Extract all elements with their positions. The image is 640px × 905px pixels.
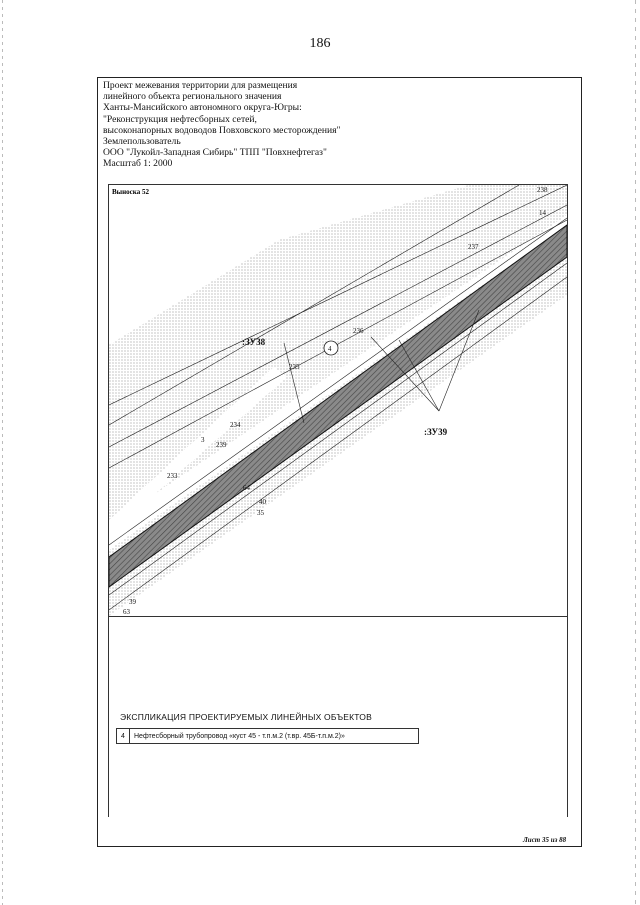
legend-row-number: 4 — [117, 729, 130, 743]
sheet-number: Лист 35 из 88 — [523, 836, 567, 844]
point-64: 64 — [243, 484, 250, 492]
title-block — [103, 80, 341, 170]
title-line: высоконапорных водоводов Повховского месторождения" — [103, 124, 341, 136]
title-line: Проект межевания территории для размещения — [103, 80, 298, 91]
land-user-name: ООО "Лукойл-Западная Сибирь" ТПП "Повхнефтегаз" — [103, 147, 327, 159]
point-3: 3 — [201, 436, 205, 444]
point-237: 237 — [468, 243, 479, 251]
point-234: 234 — [230, 421, 241, 429]
page-number: 186 — [309, 36, 331, 51]
scale-label: Масштаб 1: 2000 — [103, 158, 173, 170]
point-233: 233 — [167, 472, 178, 480]
object-marker-label: 4 — [328, 345, 332, 353]
title-line: Ханты-Мансийского автономного округа-Югры: — [103, 102, 302, 114]
point-63: 63 — [123, 608, 130, 616]
zone-label-zu38: :ЗУ38 — [242, 337, 266, 347]
point-238: 238 — [537, 186, 548, 194]
legend-row-text: Нефтесборный трубопровод «куст 45 - т.п.м.2 (т.вр. 45Б-т.п.м.2)» — [134, 732, 345, 740]
zone-label-zu39: :ЗУ39 — [424, 427, 448, 437]
title-line: линейного объекта регионального значения — [103, 91, 282, 103]
point-39: 39 — [129, 598, 136, 606]
point-235: 235 — [289, 363, 300, 371]
title-line: "Реконструкция нефтесборных сетей, — [103, 113, 257, 125]
legend-row — [116, 728, 419, 744]
point-14: 14 — [539, 209, 546, 217]
point-236: 236 — [353, 327, 364, 335]
callout-title: Выноска 52 — [112, 188, 149, 196]
scan-edge-left — [2, 0, 3, 905]
point-239: 239 — [216, 441, 227, 449]
map-callout — [108, 184, 568, 617]
map-drawing — [109, 185, 567, 616]
scan-edge-right — [635, 0, 636, 905]
point-40: 40 — [259, 498, 266, 506]
point-35: 35 — [257, 509, 264, 517]
land-user-label: Землепользователь — [103, 136, 181, 148]
legend-title: ЭКСПЛИКАЦИЯ ПРОЕКТИРУЕМЫХ ЛИНЕЙНЫХ ОБЪЕКТОВ — [120, 712, 372, 722]
